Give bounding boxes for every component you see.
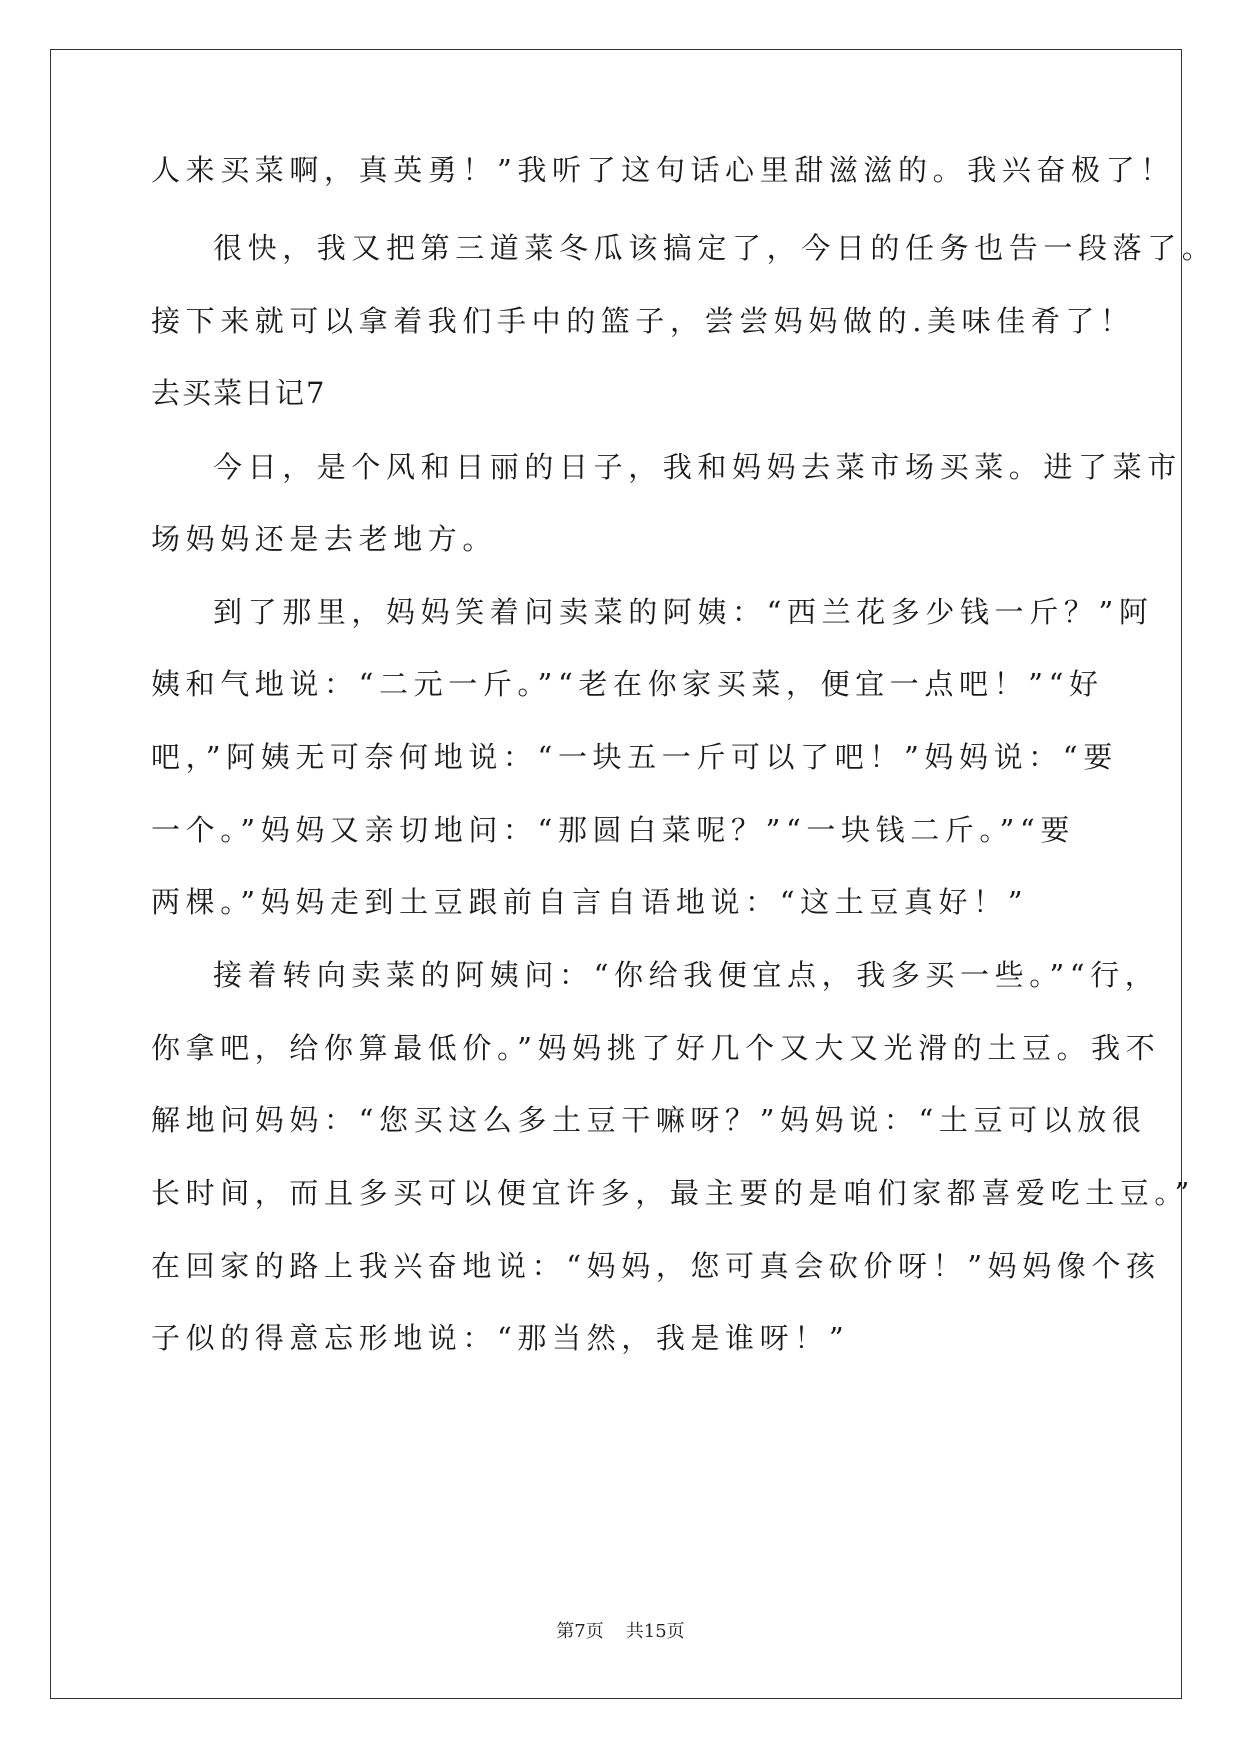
text-line: 到了那里，妈妈笑着问卖菜的阿姨：“西兰花多少钱一斤？”阿 [213,595,1154,629]
section-title: 去买菜日记7 [151,376,327,410]
page-number: 第7页 [556,1621,604,1642]
text-line: 姨和气地说：“二元一斤。”“老在你家买菜，便宜一点吧！”“好 [151,667,1104,701]
text-line: 吧，”阿姨无可奈何地说：“一块五一斤可以了吧！”妈妈说：“要 [151,740,1118,774]
text-line: 两棵。”妈妈走到土豆跟前自言自语地说：“这土豆真好！” [151,885,1029,919]
text-line: 子似的得意忘形地说：“那当然，我是谁呀！” [151,1321,850,1355]
text-line: 长时间，而且多买可以便宜许多，最主要的是咱们家都喜爱吃土豆。” [151,1176,1195,1210]
page-border [50,49,1182,1699]
text-line: 很快，我又把第三道菜冬瓜该搞定了，今日的任务也告一段落了。 [213,231,1217,265]
text-line: 接着转向卖菜的阿姨问：“你给我便宜点，我多买一些。”“行， [213,958,1160,992]
text-line: 在回家的路上我兴奋地说：“妈妈，您可真会砍价呀！”妈妈像个孩 [151,1249,1161,1283]
text-line: 你拿吧，给你算最低价。”妈妈挑了好几个又大又光滑的土豆。我不 [151,1031,1161,1065]
text-line: 人来买菜啊，真英勇！”我听了这句话心里甜滋滋的。我兴奋极了！ [151,153,1175,187]
text-line: 接下来就可以拿着我们手中的篮子，尝尝妈妈做的.美味佳肴了！ [151,304,1135,338]
page-total: 共15页 [625,1621,685,1642]
page-footer [0,1620,1241,1644]
text-line: 解地问妈妈：“您买这么多土豆干嘛呀？”妈妈说：“土豆可以放很 [151,1103,1147,1137]
text-line: 场妈妈还是去老地方。 [151,522,498,556]
text-line: 今日，是个风和日丽的日子，我和妈妈去菜市场买菜。进了菜市 [213,450,1182,484]
text-line: 一个。”妈妈又亲切地问：“那圆白菜呢？”“一块钱二斤。”“要 [151,813,1075,847]
